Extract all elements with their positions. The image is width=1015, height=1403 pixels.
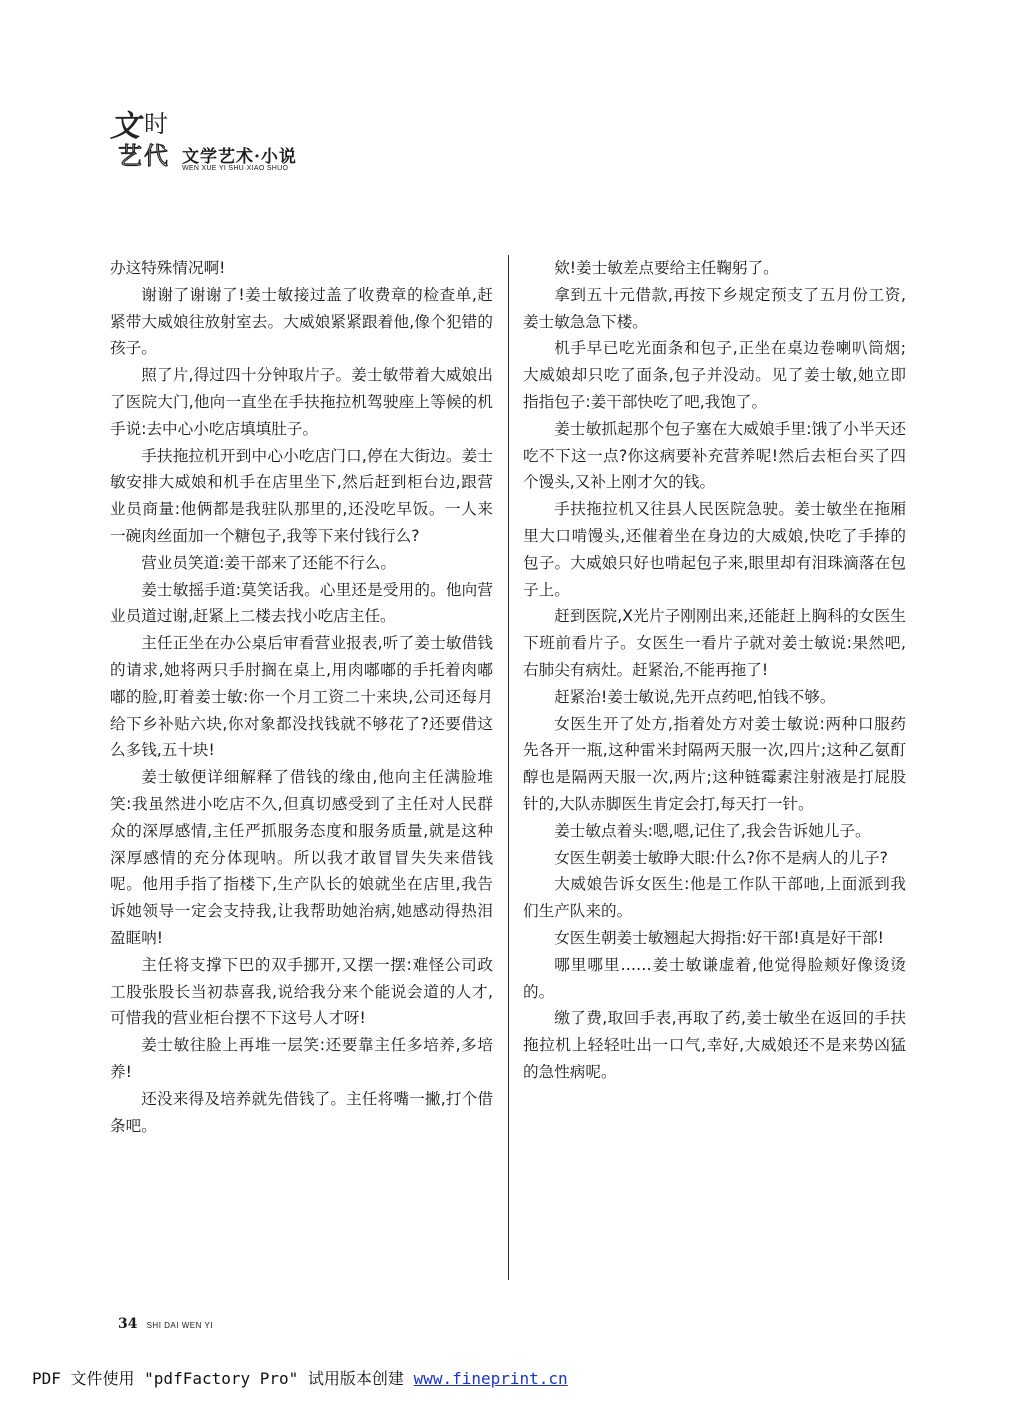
paragraph: 欸!姜士敏差点要给主任鞠躬了。 [554, 259, 779, 277]
paragraph: 还没来得及培养就先借钱了。主任将嘴一撇,打个借条吧。 [110, 1089, 493, 1135]
column-subtitle-pinyin: WEN XUE YI SHU·XIAO SHUO [182, 165, 289, 172]
paragraph: 照了片,得过四十分钟取片子。姜士敏带着大威娘出了医院大门,他向一直坐在手扶拖拉机驾驶座上等候的机手说:去中心小吃店填填肚子。 [110, 366, 493, 438]
paragraph: 缴了费,取回手表,再取了药,姜士敏坐在返回的手扶拖拉机上轻轻吐出一口气,幸好,大威娘还不是来势凶猛的急性病呢。 [523, 1009, 906, 1081]
fineprint-link[interactable]: www.fineprint.cn [413, 1369, 568, 1388]
paragraph: 主任正坐在办公桌后审看营业报表,听了姜士敏借钱的请求,她将两只手肘搁在桌上,用肉嘟嘟的手托着肉嘟嘟的脸,盯着姜士敏:你一个月工资二十来块,公司还每月给下乡补贴六块,你对象都没找钱就不够花了?还要借这么多钱,五十块! [110, 634, 493, 760]
logo-char-shi: 时 [144, 110, 168, 138]
running-title: SHI DAI WEN YI [146, 1321, 213, 1330]
paragraph: 姜士敏抓起那个包子塞在大威娘手里:饿了小半天还吃不下这一点?你这病要补充营养呢!然后去柜台买了四个馒头,又补上刚才欠的钱。 [523, 419, 906, 492]
logo-char-dai: 代 [144, 142, 168, 170]
pdf-watermark-footer [32, 1366, 568, 1389]
paragraph: 女医生开了处方,指着处方对姜士敏说:两种口服药先各开一瓶,这种雷米封隔两天服一次,四片;这种乙氨酊醇也是隔两天服一次,两片;这种链霉素注射液是打屁股针的,大队赤脚医生肯定会打,每天打一针。 [523, 714, 906, 813]
page-folio [118, 1313, 213, 1332]
paragraph: 姜士敏往脸上再堆一层笑:还要靠主任多培养,多培养! [110, 1036, 493, 1081]
paragraph: 手扶拖拉机又往县人民医院急驶。姜士敏坐在拖厢里大口啃馒头,还催着坐在身边的大威娘,快吃了手捧的包子。大威娘只好也啃起包子来,眼里却有泪珠滴落在包子上。 [523, 500, 906, 599]
column-title: 文学艺术·小说 [182, 147, 297, 167]
right-text-column [523, 255, 906, 1086]
paragraph: 姜士敏摇手道:莫笑话我。心里还是受用的。他向营业员道过谢,赶紧上二楼去找小吃店主任。 [110, 580, 493, 626]
paragraph: 赶紧治!姜士敏说,先开点药吧,怕钱不够。 [554, 687, 836, 706]
watermark-text: PDF 文件使用 "pdfFactory Pro" 试用版本创建 [32, 1369, 414, 1388]
paragraph: 手扶拖拉机开到中心小吃店门口,停在大街边。姜士敏安排大威娘和机手在店里坐下,然后赶到柜台边,跟营业员商量:他俩都是我驻队那里的,还没吃早饭。一人来一碗肉丝面加一个糖包子,我等下来付钱行么? [110, 446, 493, 545]
paragraph: 女医生朝姜士敏翘起大拇指:好干部!真是好干部! [554, 928, 884, 947]
logo-char-yi: 艺 [118, 142, 142, 170]
paragraph: 赶到医院,X光片子刚刚出来,还能赶上胸科的女医生下班前看片子。女医生一看片子就对姜士敏说:果然吧,右肺尖有病灶。赶紧治,不能再拖了! [523, 607, 906, 679]
column-divider [508, 255, 509, 1280]
paragraph: 办这特殊情况啊! [110, 259, 226, 277]
paragraph: 哪里哪里……姜士敏谦虚着,他觉得脸颊好像烫烫的。 [523, 955, 906, 1001]
paragraph: 营业员笑道:姜干部来了还能不行么。 [141, 553, 396, 572]
page-number: 34 [118, 1316, 138, 1332]
paragraph: 拿到五十元借款,再按下乡规定预支了五月份工资,姜士敏急急下楼。 [523, 285, 906, 331]
paragraph: 谢谢了谢谢了!姜士敏接过盖了收费章的检查单,赶紧带大威娘往放射室去。大威娘紧紧跟着他,像个犯错的孩子。 [110, 285, 493, 358]
paragraph: 姜士敏点着头:嗯,嗯,记住了,我会告诉她儿子。 [554, 821, 871, 840]
paragraph: 主任将支撑下巴的双手挪开,又摆一摆:难怪公司政工股张股长当初恭喜我,说给我分来个能说会道的人才,可惜我的营业柜台摆不下这号人才呀! [110, 955, 493, 1028]
logo-char-wen: 文 [110, 109, 140, 144]
masthead [108, 110, 368, 180]
paragraph: 姜士敏便详细解释了借钱的缘由,他向主任满脸堆笑:我虽然进小吃店不久,但真切感受到了主任对人民群众的深厚感情,主任严抓服务态度和服务质量,就是这种深厚感情的充分体现呐。所以我才敢冒冒失失来借钱呢。他用手指了指楼下,生产队长的娘就坐在店里,我告诉她领导一定会支持我,让我帮助她治病,她感动得热泪盈眶呐! [110, 768, 493, 947]
magazine-logo [108, 110, 174, 176]
left-text-column [110, 255, 493, 1139]
paragraph: 大威娘告诉女医生:他是工作队干部吔,上面派到我们生产队来的。 [523, 875, 906, 921]
paragraph: 女医生朝姜士敏睁大眼:什么?你不是病人的儿子? [554, 848, 888, 867]
paragraph: 机手早已吃光面条和包子,正坐在桌边卷喇叭筒烟;大威娘却只吃了面条,包子并没动。见了姜士敏,她立即指指包子:姜干部快吃了吧,我饱了。 [523, 339, 906, 411]
